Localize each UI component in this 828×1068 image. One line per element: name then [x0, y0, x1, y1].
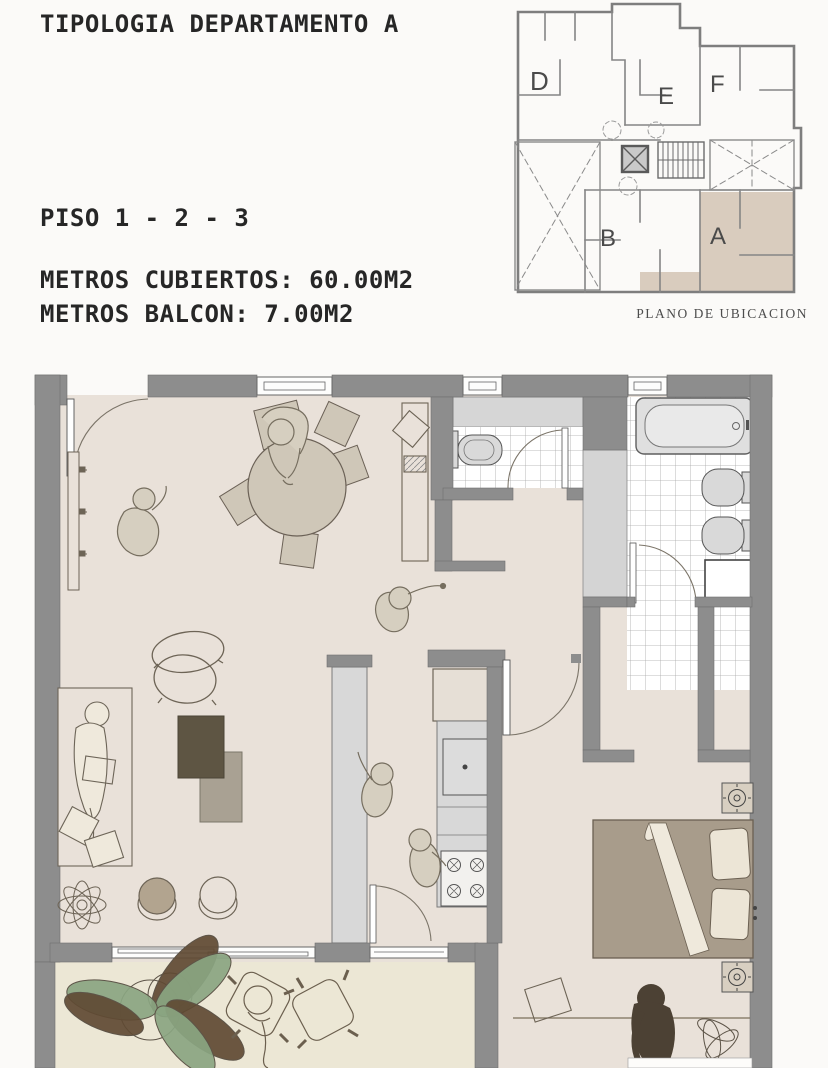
outlet-dot	[753, 906, 757, 910]
balcony-area-label: METROS BALCON: 7.00M2	[40, 300, 354, 328]
service-duct	[583, 450, 627, 597]
pillow	[709, 828, 750, 881]
elevator-icon	[622, 146, 648, 172]
unit-a-highlight-tail	[640, 272, 702, 292]
covered-area-label: METROS CUBIERTOS: 60.00M2	[40, 266, 414, 294]
shower-tray	[705, 560, 752, 600]
light-well-left-cross	[515, 142, 600, 290]
daybed	[58, 688, 132, 867]
coffee-table-dark	[178, 716, 224, 778]
unit-label-e: E	[658, 83, 675, 110]
dining-table	[248, 438, 346, 536]
bed	[593, 820, 753, 958]
location-plan-caption: PLANO DE UBICACION	[636, 306, 808, 321]
kitchen-door-leaf	[370, 885, 376, 943]
location-plan	[515, 4, 808, 321]
nightstand-bottom	[722, 962, 753, 992]
unit-label-d: D	[530, 66, 549, 96]
toilet-icon	[448, 431, 502, 468]
window-wc	[463, 377, 502, 395]
stairs-icon	[658, 142, 704, 178]
kitchen-counter-left	[332, 667, 367, 943]
window-living	[257, 377, 332, 395]
window-bath	[628, 377, 667, 395]
toilet-icon	[702, 469, 753, 506]
unit-label-a: A	[710, 223, 727, 250]
fridge-icon	[433, 669, 488, 721]
wc-room	[448, 397, 583, 488]
plan-title: TIPOLOGIA DEPARTAMENTO A	[40, 10, 399, 38]
sink-icon	[443, 739, 488, 795]
bath-door-leaf	[630, 543, 636, 603]
bedroom-window-sill	[628, 1058, 752, 1068]
unit-label-f: F	[710, 71, 725, 98]
wc-door-leaf	[562, 428, 568, 488]
nightstand-top	[722, 783, 753, 813]
bathtub-icon	[636, 398, 753, 454]
floor-label: PISO 1 - 2 - 3	[40, 204, 250, 232]
main-floor-plan	[35, 375, 772, 1068]
sliding-door-kitchen	[370, 947, 448, 958]
unit-label-b: B	[600, 225, 617, 252]
light-well-right-cross	[710, 140, 794, 190]
bathroom	[627, 397, 753, 690]
stove-icon	[441, 851, 490, 906]
pillow	[710, 888, 751, 940]
bidet-icon	[702, 517, 753, 554]
outlet-dot	[753, 916, 757, 920]
